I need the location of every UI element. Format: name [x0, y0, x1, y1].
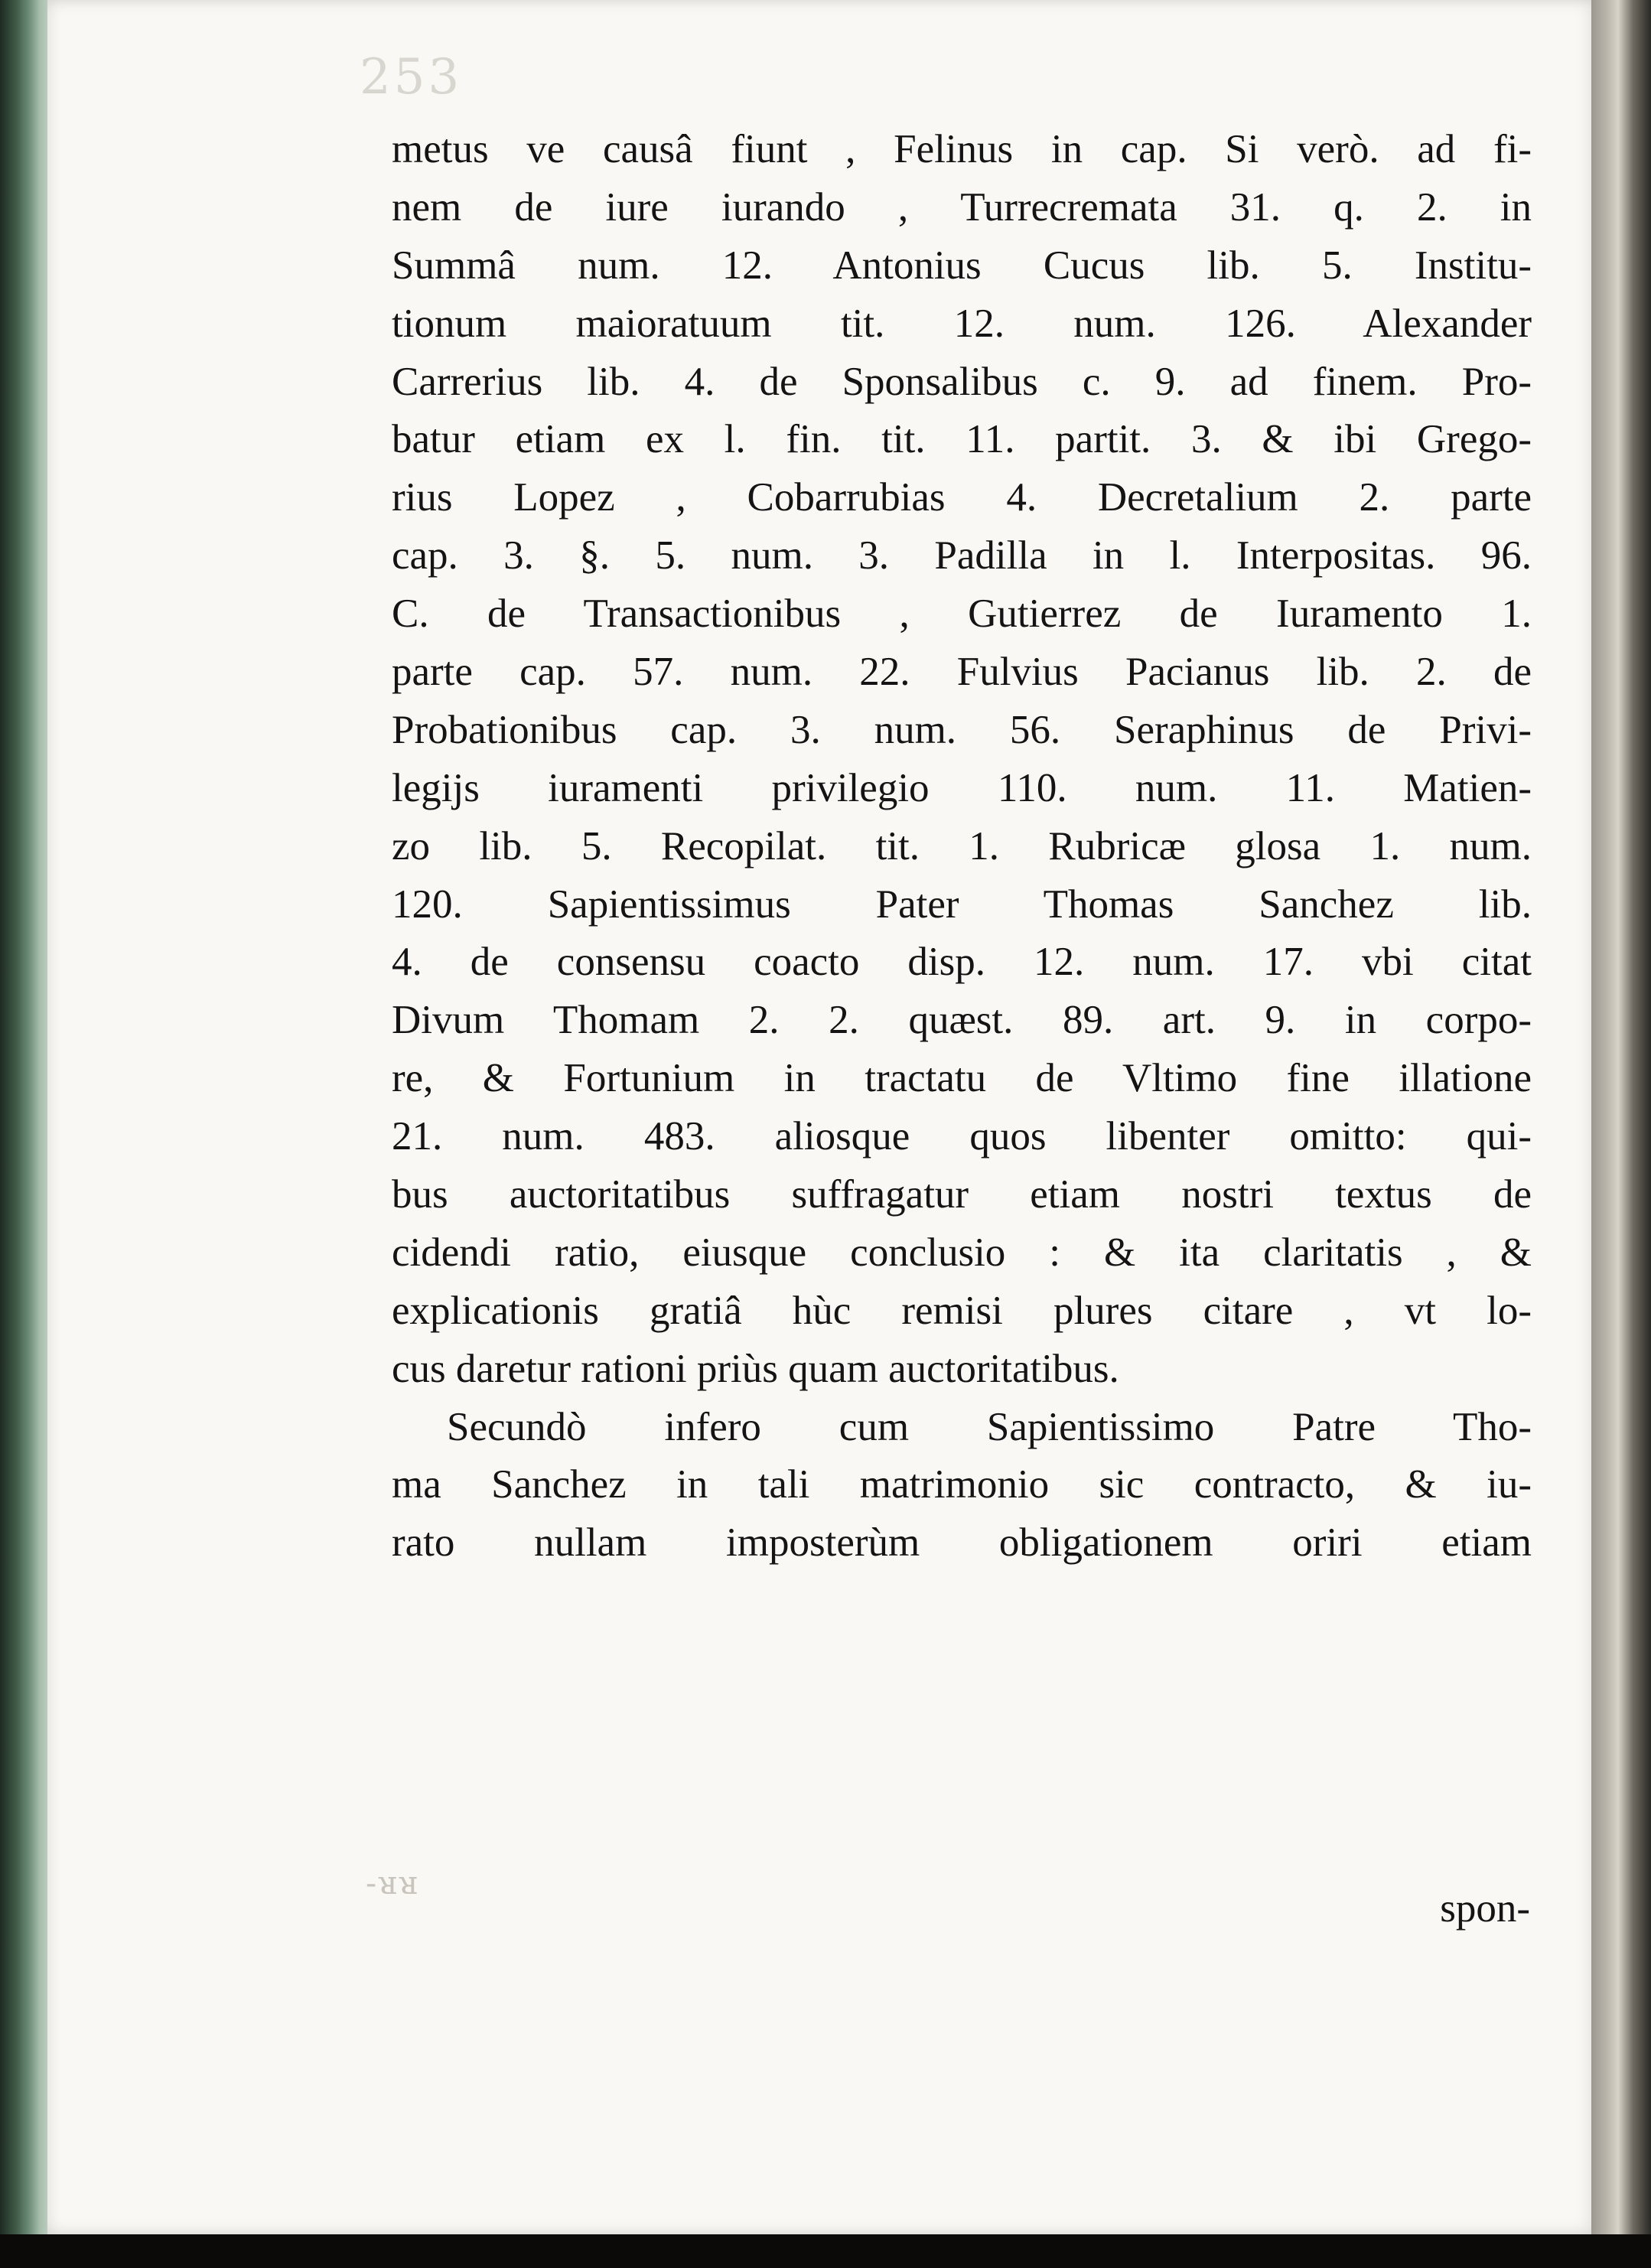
catchword: spon- [1440, 1886, 1530, 1931]
text-line: tionum maioratuum tit. 12. num. 126. Alexander [392, 301, 1532, 346]
text-line: legijs iuramenti privilegio 110. num. 11. Matien- [392, 765, 1532, 810]
text-line: cidendi ratio, eiusque conclusio : & ita claritatis , & [392, 1230, 1532, 1275]
text-line: nem de iure iurando , Turrecremata 31. q. 2. in [392, 184, 1532, 230]
text-line: zo lib. 5. Recopilat. tit. 1. Rubricæ glosa 1. num. [392, 823, 1532, 868]
text-line: metus ve causâ fiunt , Felinus in cap. Si verò. ad fi- [392, 127, 1532, 171]
text-line: bus auctoritatibus suffragatur etiam nostri textus de [392, 1172, 1532, 1217]
text-line: re, & Fortunium in tractatu de Vltimo fine illatione [392, 1056, 1532, 1101]
text-line: rius Lopez , Cobarrubias 4. Decretalium 2. parte [392, 475, 1532, 520]
show-through-page-number: 253 [360, 49, 463, 106]
text-line: 4. de consensu coacto disp. 12. num. 17. vbi citat [392, 940, 1532, 985]
text-line: C. de Transactionibus , Gutierrez de Iuramento 1. [392, 591, 1532, 637]
text-line: 120. Sapientissimus Pater Thomas Sanchez lib. [392, 881, 1532, 927]
text-line: explicationis gratiâ hùc remisi plures citare , vt lo- [392, 1288, 1532, 1333]
text-line: 21. num. 483. aliosque quos libenter omitto: qui- [392, 1114, 1532, 1159]
text-line: Probationibus cap. 3. num. 56. Seraphinus de Privi- [392, 707, 1532, 752]
text-line: ma Sanchez in tali matrimonio sic contracto, & iu- [392, 1462, 1532, 1507]
body-text [392, 121, 1532, 1572]
paragraph-start-line: Secundò infero cum Sapientissimo Patre Tho- [447, 1404, 1532, 1449]
book-spine-edge [0, 0, 54, 2268]
text-line: Carrerius lib. 4. de Sponsalibus c. 9. ad finem. Pro- [392, 359, 1532, 404]
text-line: Summâ num. 12. Antonius Cucus lib. 5. Institu- [392, 243, 1532, 288]
text-line: rato nullam imposterùm obligationem oriri etiam [392, 1520, 1532, 1566]
text-line: Divum Thomam 2. 2. quæst. 89. art. 9. in corpo- [392, 998, 1532, 1043]
show-through-mark: -ᴚᴚ [366, 1864, 420, 1901]
scan-background [0, 2234, 1651, 2268]
text-line: batur etiam ex l. fin. tit. 11. partit. 3. & ibi Grego- [392, 417, 1532, 462]
paragraph-end-line: cus daretur rationi priùs quam auctoritatibus. [392, 1346, 1119, 1391]
page-stack-edge [1591, 0, 1651, 2268]
text-line: cap. 3. §. 5. num. 3. Padilla in l. Interpositas. 96. [392, 533, 1532, 578]
text-line: parte cap. 57. num. 22. Fulvius Pacianus lib. 2. de [392, 650, 1532, 695]
